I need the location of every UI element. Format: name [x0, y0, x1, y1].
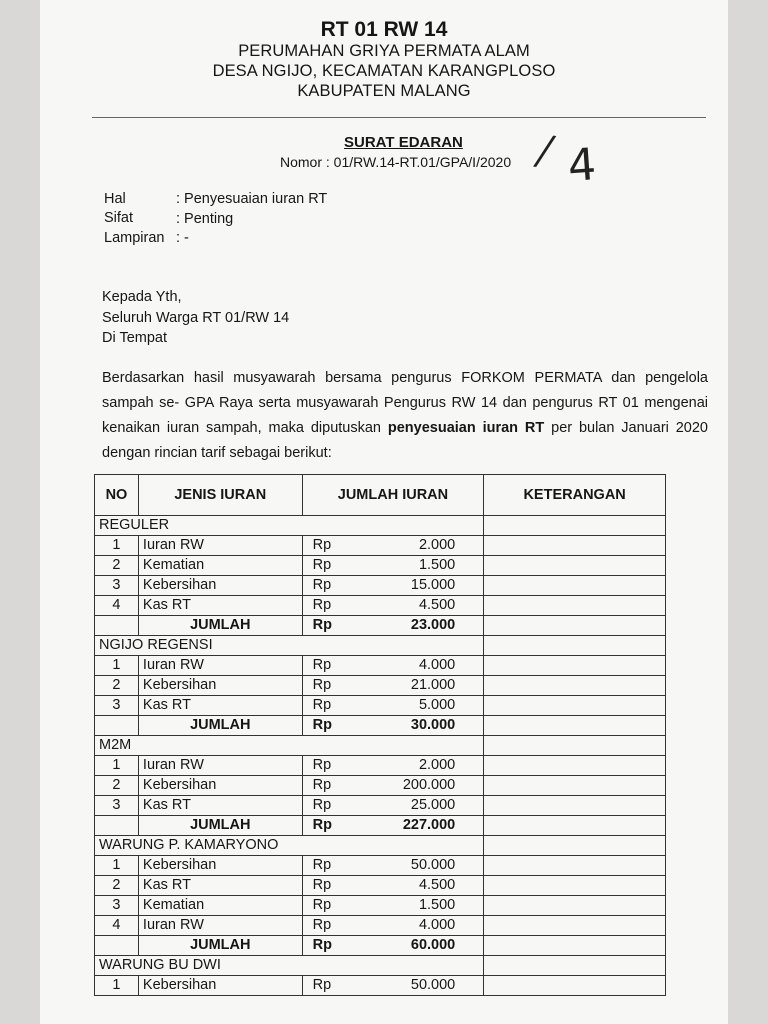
row-amount: 4.000: [418, 657, 456, 673]
currency-label: Rp: [312, 797, 332, 813]
currency-label: Rp: [312, 537, 332, 553]
row-amount: 50.000: [410, 857, 456, 873]
section-row: [95, 736, 666, 756]
total-row: [95, 816, 666, 836]
letterhead-line-2: DESA NGIJO, KECAMATAN KARANGPLOSO: [212, 62, 556, 80]
row-amount-cell: [302, 696, 484, 716]
currency-label: Rp: [312, 917, 332, 933]
body-text-after: per bulan Januari 2020 dengan rincian tarif sebagai berikut:: [102, 420, 708, 461]
row-no: 4: [95, 596, 139, 616]
table-row: [95, 796, 666, 816]
currency-label: Rp: [312, 717, 332, 733]
keterangan-cell: [484, 976, 666, 996]
row-amount: 5.000: [418, 697, 456, 713]
table-row: [95, 776, 666, 796]
keterangan-cell: [484, 796, 666, 816]
section-row: [95, 516, 666, 536]
row-jenis: Kematian: [138, 896, 302, 916]
row-jenis: Kematian: [138, 556, 302, 576]
table-row: [95, 596, 666, 616]
section-name: WARUNG BU DWI: [95, 956, 484, 976]
total-label: JUMLAH: [138, 716, 302, 736]
row-amount-cell: [302, 756, 484, 776]
keterangan-cell: [484, 936, 666, 956]
row-amount: 1.500: [418, 897, 456, 913]
fee-table: [94, 474, 666, 996]
row-no: 1: [95, 656, 139, 676]
total-amount-cell: [302, 936, 484, 956]
row-amount-cell: [302, 916, 484, 936]
row-amount: 50.000: [410, 977, 456, 993]
currency-label: Rp: [312, 937, 332, 953]
currency-label: Rp: [312, 857, 332, 873]
keterangan-cell: [484, 636, 666, 656]
keterangan-cell: [484, 736, 666, 756]
row-amount: 2.000: [418, 537, 456, 553]
table-row: [95, 536, 666, 556]
fee-table-body: [95, 516, 666, 996]
keterangan-cell: [484, 756, 666, 776]
row-jenis: Iuran RW: [138, 756, 302, 776]
row-no: 2: [95, 876, 139, 896]
keterangan-cell: [484, 896, 666, 916]
row-no: 2: [95, 676, 139, 696]
recipient-line-3: Di Tempat: [102, 330, 168, 346]
currency-label: Rp: [312, 757, 332, 773]
keterangan-cell: [484, 856, 666, 876]
row-amount: 4.500: [418, 597, 456, 613]
letterhead-divider: [92, 117, 706, 118]
row-jenis: Kebersihan: [138, 576, 302, 596]
document-page: [40, 0, 728, 1024]
currency-label: Rp: [312, 777, 332, 793]
total-amount: 60.000: [410, 937, 456, 953]
table-row: [95, 856, 666, 876]
table-row: [95, 876, 666, 896]
row-no: 2: [95, 776, 139, 796]
row-amount-cell: [302, 676, 484, 696]
section-row: [95, 956, 666, 976]
empty-cell: [95, 816, 139, 836]
row-no: 1: [95, 976, 139, 996]
row-amount-cell: [302, 576, 484, 596]
row-jenis: Kebersihan: [138, 856, 302, 876]
row-jenis: Kas RT: [138, 696, 302, 716]
total-amount: 30.000: [410, 717, 456, 733]
total-label: JUMLAH: [138, 936, 302, 956]
handwritten-mark: 4: [566, 139, 598, 192]
header-jumlah-iuran: JUMLAH IURAN: [302, 475, 484, 516]
row-jenis: Kebersihan: [138, 776, 302, 796]
currency-label: Rp: [312, 897, 332, 913]
row-no: 3: [95, 896, 139, 916]
table-row: [95, 756, 666, 776]
total-label: JUMLAH: [138, 616, 302, 636]
currency-label: Rp: [312, 697, 332, 713]
total-row: [95, 936, 666, 956]
row-jenis: Kas RT: [138, 596, 302, 616]
currency-label: Rp: [312, 817, 332, 833]
row-amount: 200.000: [402, 777, 456, 793]
section-name: REGULER: [95, 516, 484, 536]
lampiran-label: Lampiran: [104, 230, 165, 246]
row-amount-cell: [302, 596, 484, 616]
keterangan-cell: [484, 536, 666, 556]
currency-label: Rp: [312, 677, 332, 693]
currency-label: Rp: [312, 617, 332, 633]
row-amount-cell: [302, 776, 484, 796]
row-no: 2: [95, 556, 139, 576]
table-row: [95, 896, 666, 916]
keterangan-cell: [484, 916, 666, 936]
table-row: [95, 556, 666, 576]
total-label: JUMLAH: [138, 816, 302, 836]
table-row: [95, 696, 666, 716]
letter-number: Nomor : 01/RW.14-RT.01/GPA/I/2020: [280, 154, 512, 170]
section-name: M2M: [95, 736, 484, 756]
row-jenis: Kebersihan: [138, 676, 302, 696]
keterangan-cell: [484, 696, 666, 716]
keterangan-cell: [484, 816, 666, 836]
row-no: 1: [95, 856, 139, 876]
recipient-line-1: Kepada Yth,: [102, 289, 182, 305]
row-no: 4: [95, 916, 139, 936]
currency-label: Rp: [312, 597, 332, 613]
row-jenis: Kebersihan: [138, 976, 302, 996]
keterangan-cell: [484, 836, 666, 856]
table-row: [95, 676, 666, 696]
keterangan-cell: [484, 516, 666, 536]
row-amount: 25.000: [410, 797, 456, 813]
hal-value: : Penyesuaian iuran RT: [176, 191, 328, 207]
row-amount-cell: [302, 896, 484, 916]
row-amount-cell: [302, 536, 484, 556]
section-name: WARUNG P. KAMARYONO: [95, 836, 484, 856]
keterangan-cell: [484, 676, 666, 696]
section-row: [95, 636, 666, 656]
body-text-before: Berdasarkan hasil musyawarah bersama pengurus FORKOM PERMATA dan pengelola sampah se- GPA Raya serta musyawarah Pengurus RW 14 dan pengurus RT 01 mengenai kenaikan iuran sampah, maka diputuskan: [102, 370, 708, 436]
letterhead-title: RT 01 RW 14: [320, 18, 448, 41]
total-amount-cell: [302, 616, 484, 636]
keterangan-cell: [484, 876, 666, 896]
table-row: [95, 916, 666, 936]
row-no: 3: [95, 576, 139, 596]
lampiran-value: : -: [176, 230, 189, 246]
total-amount: 23.000: [410, 617, 456, 633]
handwritten-stroke: /: [535, 127, 554, 175]
row-amount: 2.000: [418, 757, 456, 773]
row-jenis: Kas RT: [138, 796, 302, 816]
currency-label: Rp: [312, 577, 332, 593]
letterhead-line-3: KABUPATEN MALANG: [297, 82, 471, 100]
sifat-value: : Penting: [176, 211, 234, 227]
header-keterangan: KETERANGAN: [484, 475, 666, 516]
letterhead-line-1: PERUMAHAN GRIYA PERMATA ALAM: [238, 42, 530, 60]
currency-label: Rp: [312, 877, 332, 893]
total-amount-cell: [302, 816, 484, 836]
row-amount: 21.000: [410, 677, 456, 693]
row-jenis: Iuran RW: [138, 916, 302, 936]
keterangan-cell: [484, 656, 666, 676]
letter-type: SURAT EDARAN: [344, 134, 463, 151]
row-no: 3: [95, 696, 139, 716]
body-paragraph: [102, 366, 708, 466]
row-no: 3: [95, 796, 139, 816]
keterangan-cell: [484, 716, 666, 736]
hal-label: Hal: [104, 191, 126, 207]
row-no: 1: [95, 536, 139, 556]
row-amount-cell: [302, 856, 484, 876]
total-row: [95, 616, 666, 636]
currency-label: Rp: [312, 977, 332, 993]
row-amount: 4.000: [418, 917, 456, 933]
row-amount: 1.500: [418, 557, 456, 573]
row-amount-cell: [302, 556, 484, 576]
recipient-line-2: Seluruh Warga RT 01/RW 14: [102, 310, 290, 326]
sifat-label: Sifat: [104, 210, 134, 226]
section-name: NGIJO REGENSI: [95, 636, 484, 656]
header-no: NO: [95, 475, 139, 516]
table-row: [95, 976, 666, 996]
body-text-bold: penyesuaian iuran RT: [387, 420, 545, 436]
total-amount: 227.000: [402, 817, 456, 833]
table-row: [95, 656, 666, 676]
keterangan-cell: [484, 956, 666, 976]
keterangan-cell: [484, 616, 666, 636]
row-no: 1: [95, 756, 139, 776]
row-jenis: Iuran RW: [138, 656, 302, 676]
row-amount-cell: [302, 876, 484, 896]
row-amount-cell: [302, 796, 484, 816]
keterangan-cell: [484, 556, 666, 576]
keterangan-cell: [484, 776, 666, 796]
empty-cell: [95, 716, 139, 736]
keterangan-cell: [484, 576, 666, 596]
table-row: [95, 576, 666, 596]
section-row: [95, 836, 666, 856]
row-amount: 15.000: [410, 577, 456, 593]
empty-cell: [95, 616, 139, 636]
empty-cell: [95, 936, 139, 956]
row-amount: 4.500: [418, 877, 456, 893]
currency-label: Rp: [312, 557, 332, 573]
total-amount-cell: [302, 716, 484, 736]
total-row: [95, 716, 666, 736]
row-amount-cell: [302, 976, 484, 996]
currency-label: Rp: [312, 657, 332, 673]
row-amount-cell: [302, 656, 484, 676]
row-jenis: Kas RT: [138, 876, 302, 896]
header-jenis-iuran: JENIS IURAN: [138, 475, 302, 516]
keterangan-cell: [484, 596, 666, 616]
row-jenis: Iuran RW: [138, 536, 302, 556]
